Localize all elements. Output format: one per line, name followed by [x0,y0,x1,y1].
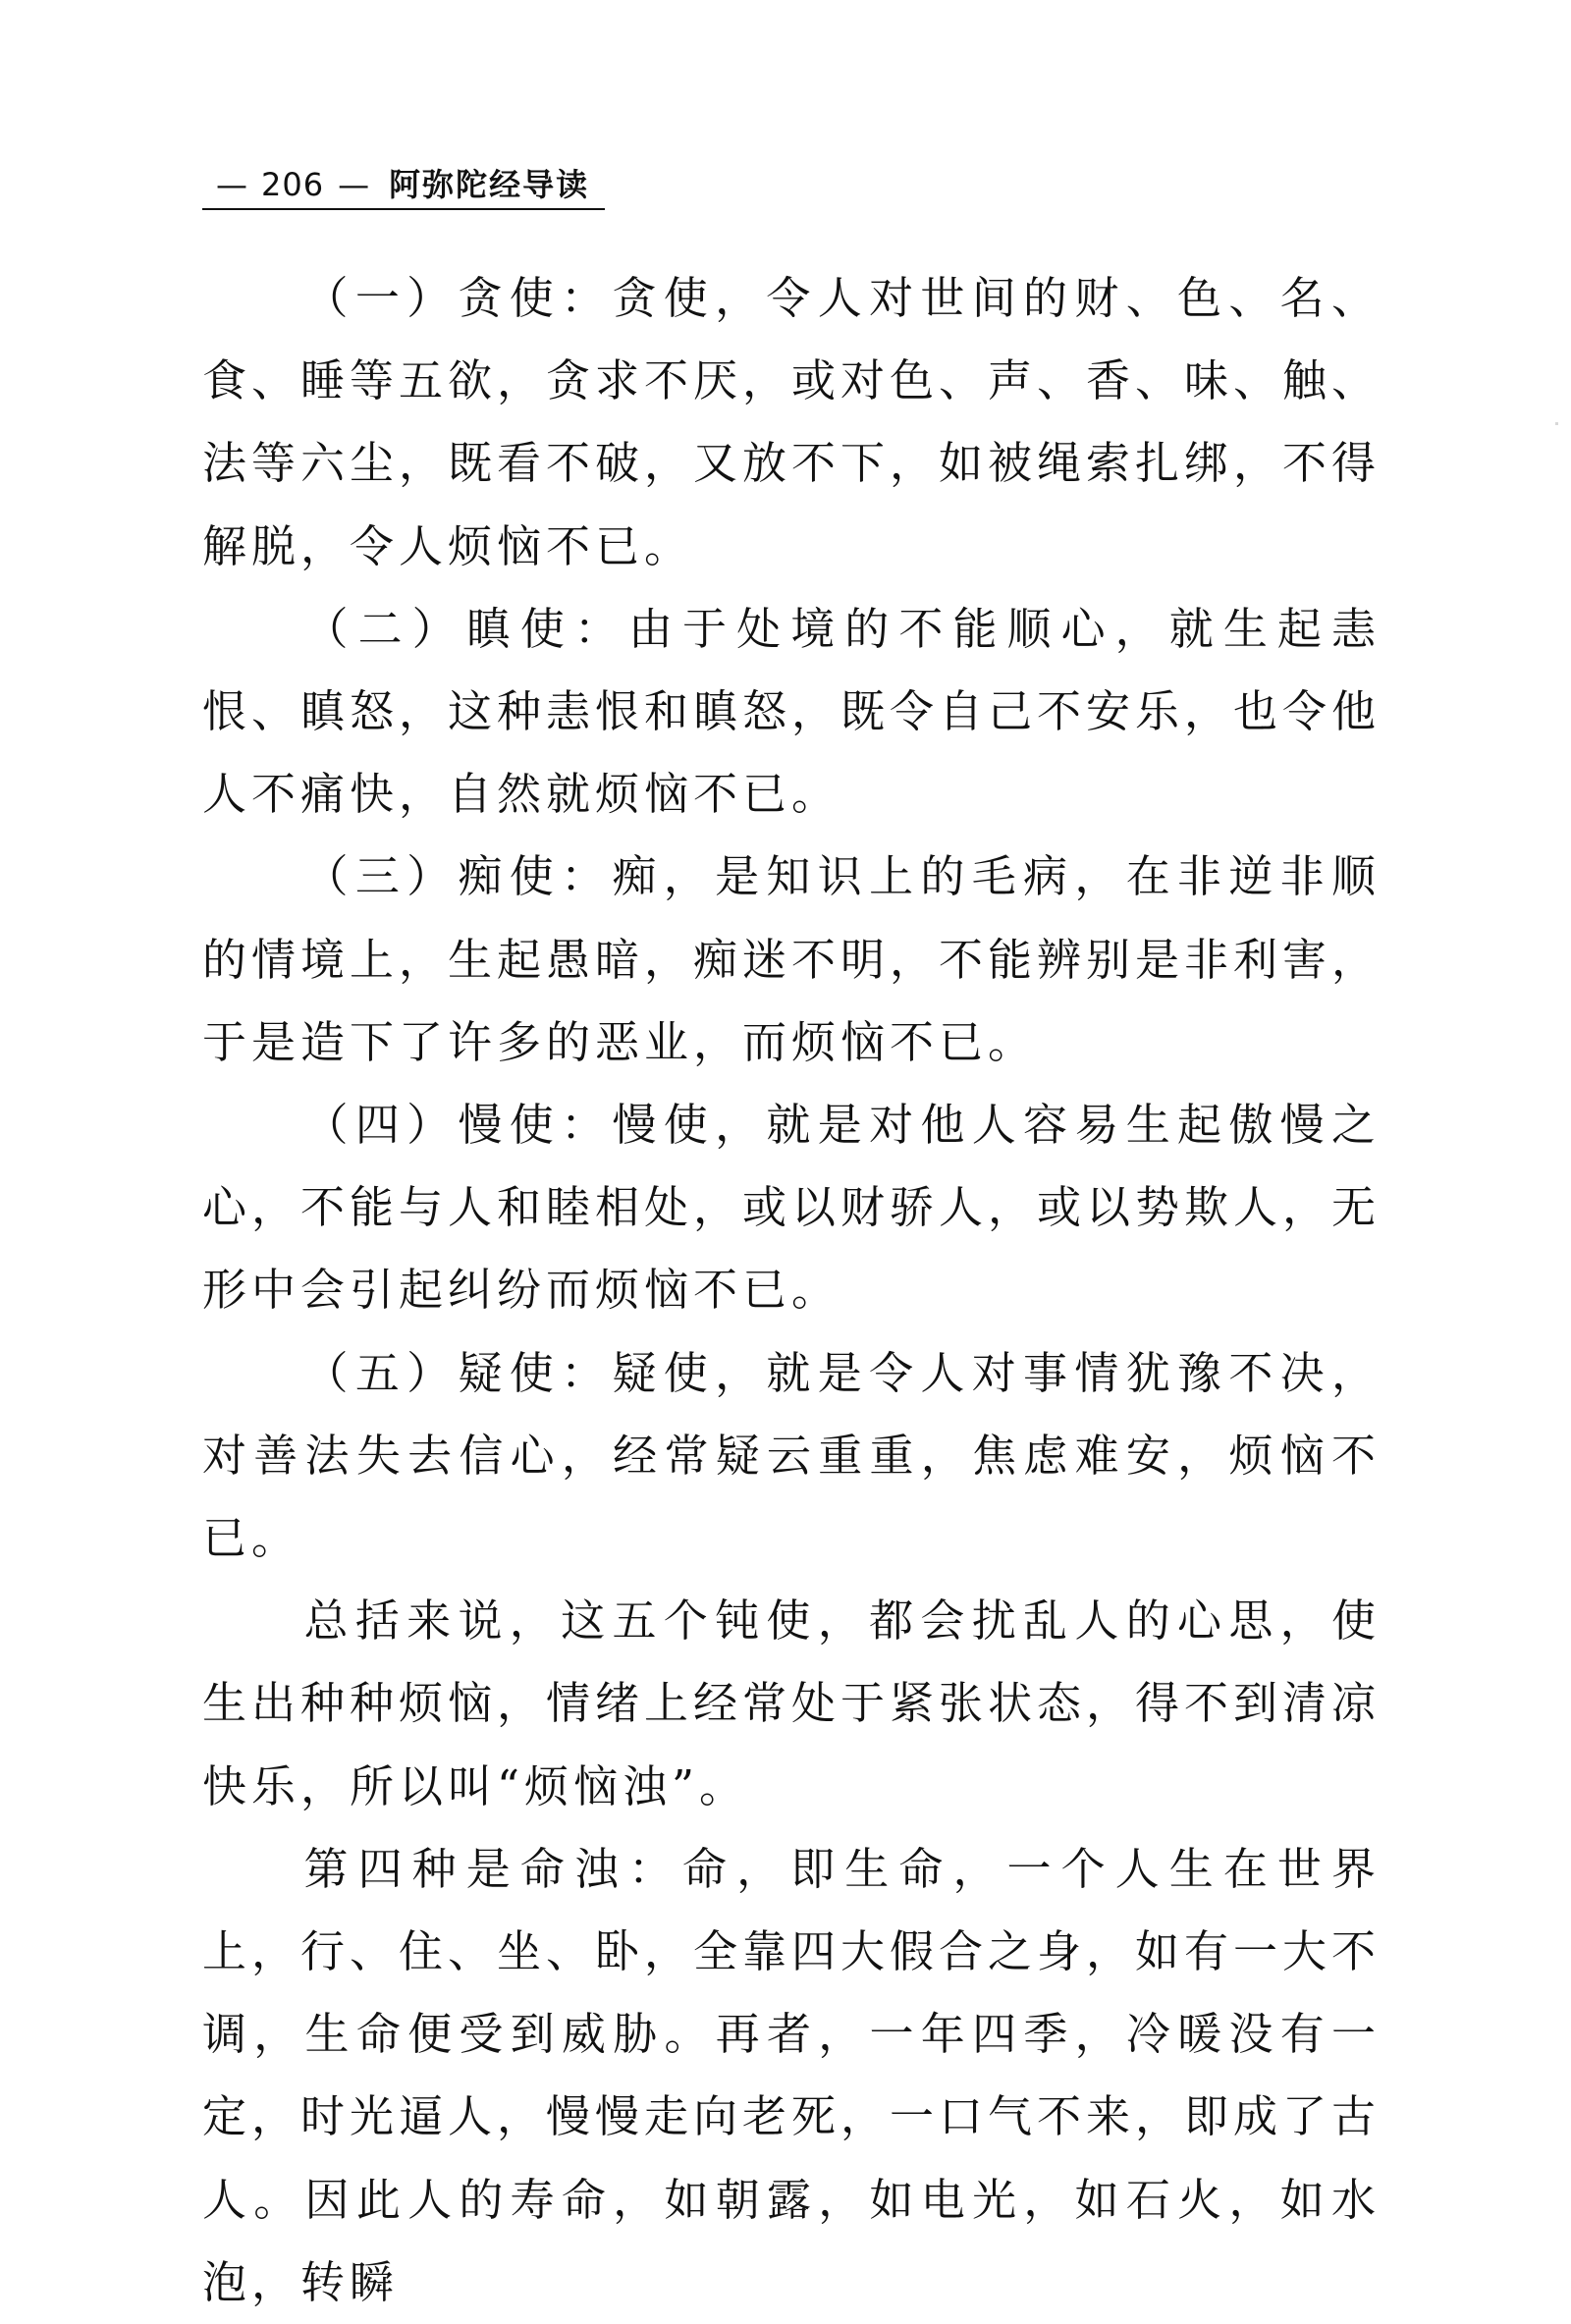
paragraph-greed: （一）贪使：贪使，令人对世间的财、色、名、食、睡等五欲，贪求不厌，或对色、声、香、味、触、法等六尘，既看不破，又放不下，如被绳索扎绑，不得解脱，令人烦恼不已。 [202,272,1381,572]
header-dash-right: — [338,166,370,203]
page-number: 206 [261,166,325,203]
scan-speck [1555,422,1558,425]
paragraph-ignorance: （三）痴使：痴，是知识上的毛病，在非逆非顺的情境上，生起愚暗，痴迷不明，不能辨别是非利害，于是造下了许多的恶业，而烦恼不已。 [202,850,1381,1068]
paragraph-doubt: （五）疑使：疑使，就是令人对事情犹豫不决，对善法失去信心，经常疑云重重，焦虑难安，烦恼不已。 [202,1346,1381,1565]
paragraph-summary: 总括来说，这五个钝使，都会扰乱人的心思，使生出种种烦恼，情绪上经常处于紧张状态，得不到清凉快乐，所以叫“烦恼浊”。 [202,1594,1381,1812]
paragraph-anger: （二）瞋使：由于处境的不能顺心，就生起恚恨、瞋怒，这种恚恨和瞋怒，既令自己不安乐，也令他人不痛快，自然就烦恼不已。 [202,602,1381,821]
book-title: 阿弥陀经导读 [389,166,590,203]
body-text [202,257,1381,2324]
paragraph-life-turbidity: 第四种是命浊：命，即生命，一个人生在世界上，行、住、坐、卧，全靠四大假合之身，如有一大不调，生命便受到威胁。再者，一年四季，冷暖没有一定，时光逼人，慢慢走向老死，一口气不来，即成了古人。因此人的寿命，如朝露，如电光，如石火，如水泡，转瞬 [202,1842,1381,2308]
header-dash-left: — [216,166,247,203]
header-rule [202,208,605,210]
paragraph-arrogance: （四）慢使：慢使，就是对他人容易生起傲慢之心，不能与人和睦相处，或以财骄人，或以势欺人，无形中会引起纠纷而烦恼不已。 [202,1099,1381,1317]
